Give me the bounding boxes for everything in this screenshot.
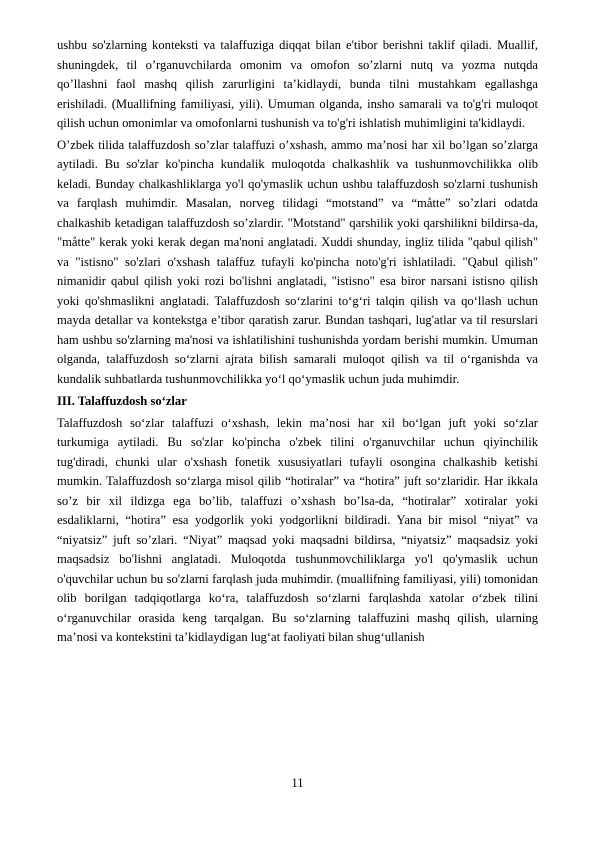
paragraph-homonyms-summary: ushbu so'zlarning konteksti va talaffuziga diqqat bilan e'tibor berishni taklif qiladi. Muallif, shuningdek, til o’rganuvchilarda omonim va omofon so’zlarni nutq va yozma nutqda qo’llashni faol mashq qilish zarurligini ta’kidlaydi, bunda tilni mustahkam egallashga erishiladi. (Muallifning familiyasi, yili). Umuman olganda, insho samarali va to'g'ri muloqot qilish uchun omonimlar va omofonlarni tushunish va to'g'ri ishlatish muhimligini ta'kidlaydi. [57,38,538,130]
page-number: 11 [291,776,304,790]
section-heading: III. Talaffuzdosh soʻzlar [57,394,187,408]
paragraph-paronyms-intro: O’zbek tilida talaffuzdosh so’zlar talaffuzi o’xshash, ammo ma’nosi har xil bo’lgan so’zlarga aytiladi. Bu so'zlar ko'pincha kundalik muloqotda chalkashlik va tushunmovchilikka olib keladi. Bunday chalkashliklarga yo'l qo'ymaslik uchun ushbu talaffuzdosh so'zlarni tushunish va farqlash muhimdir. Masalan, norveg tilidagi “motstand” va “måtte” so’zlari odatda chalkashib ketadigan talaffuzdosh so’zlardir. "Motstand" qarshilik yoki qarshilikni bildirsa-da, "måtte" kerak yoki kerak degan ma'noni anglatadi. Xuddi shunday, ingliz tilida "qabul qilish" va "istisno" so'zlari o'xshash talaffuz tufayli ko'pincha noto'g'ri ishlatiladi. "Qabul qilish" nimanidir qabul qilish yoki rozi bo'lishni anglatadi, "istisno" esa biror narsani istisno qilish yoki qo'shmaslikni anglatadi. Talaffuzdosh soʻzlarini toʻgʻri talqin qilish va qoʻllash uchun mayda detallar va kontekstga e’tibor qaratish zarur. Bundan tashqari, lug'atlar va til resurslari ham ushbu so'zlarning ma'nosi va ishlatilishini tushunishda yordam berishi mumkin. Umuman olganda, talaffuzdosh soʻzlarni ajrata bilish samarali muloqot qilish va til oʻrganishda va kundalik suhbatlarda tushunmovchilikka yoʻl qoʻymaslik uchun juda muhimdir. [57,137,538,386]
paragraph-paronyms-examples: Talaffuzdosh soʻzlar talaffuzi oʻxshash, lekin ma’nosi har xil boʻlgan juft yoki soʻzlar turkumiga aytiladi. Bu so'zlar ko'pincha o'zbek tilini o'rganuvchilar uchun qiyinchilik tug'diradi, chunki ular o'xshash fonetik xususiyatlari tufayli osongina chalkashib ketishi mumkin. Talaffuzdosh soʻzlarga misol qilib “hotiralar” va “hotira” juft soʻzlaridir. Har ikkala so’z bir xil ildizga ega bo’lib, talaffuzi o’xshash bo’lsa-da, “hotiralar” xotiralar yoki esdaliklarni, “hotira” esa yodgorlik yoki yodgorlikni bildiradi. Yana bir misol “niyat” va “niyatsiz” juft so’zlari. “Niyat” maqsad yoki maqsadni bildirsa, “niyatsiz” maqsadsiz yoki maqsadsiz bo'lishni anglatadi. Muloqotda tushunmovchiliklarga yo'l qo'ymaslik uchun o'quvchilar uchun bu so'zlarni farqlash juda muhimdir. (muallifning familiyasi, yili) tomonidan olib borilgan tadqiqotlarga koʻra, talaffuzdosh soʻzlarni farqlashda xatolar oʻzbek tilini oʻrganuvchilar orasida keng tarqalgan. Bu soʻzlarning talaffuzini mashq qilish, ularning ma’nosi va kontekstini ta’kidlaydigan lugʻat faoliyati bilan shugʻullanish [57,415,538,644]
document-page [57,36,538,648]
